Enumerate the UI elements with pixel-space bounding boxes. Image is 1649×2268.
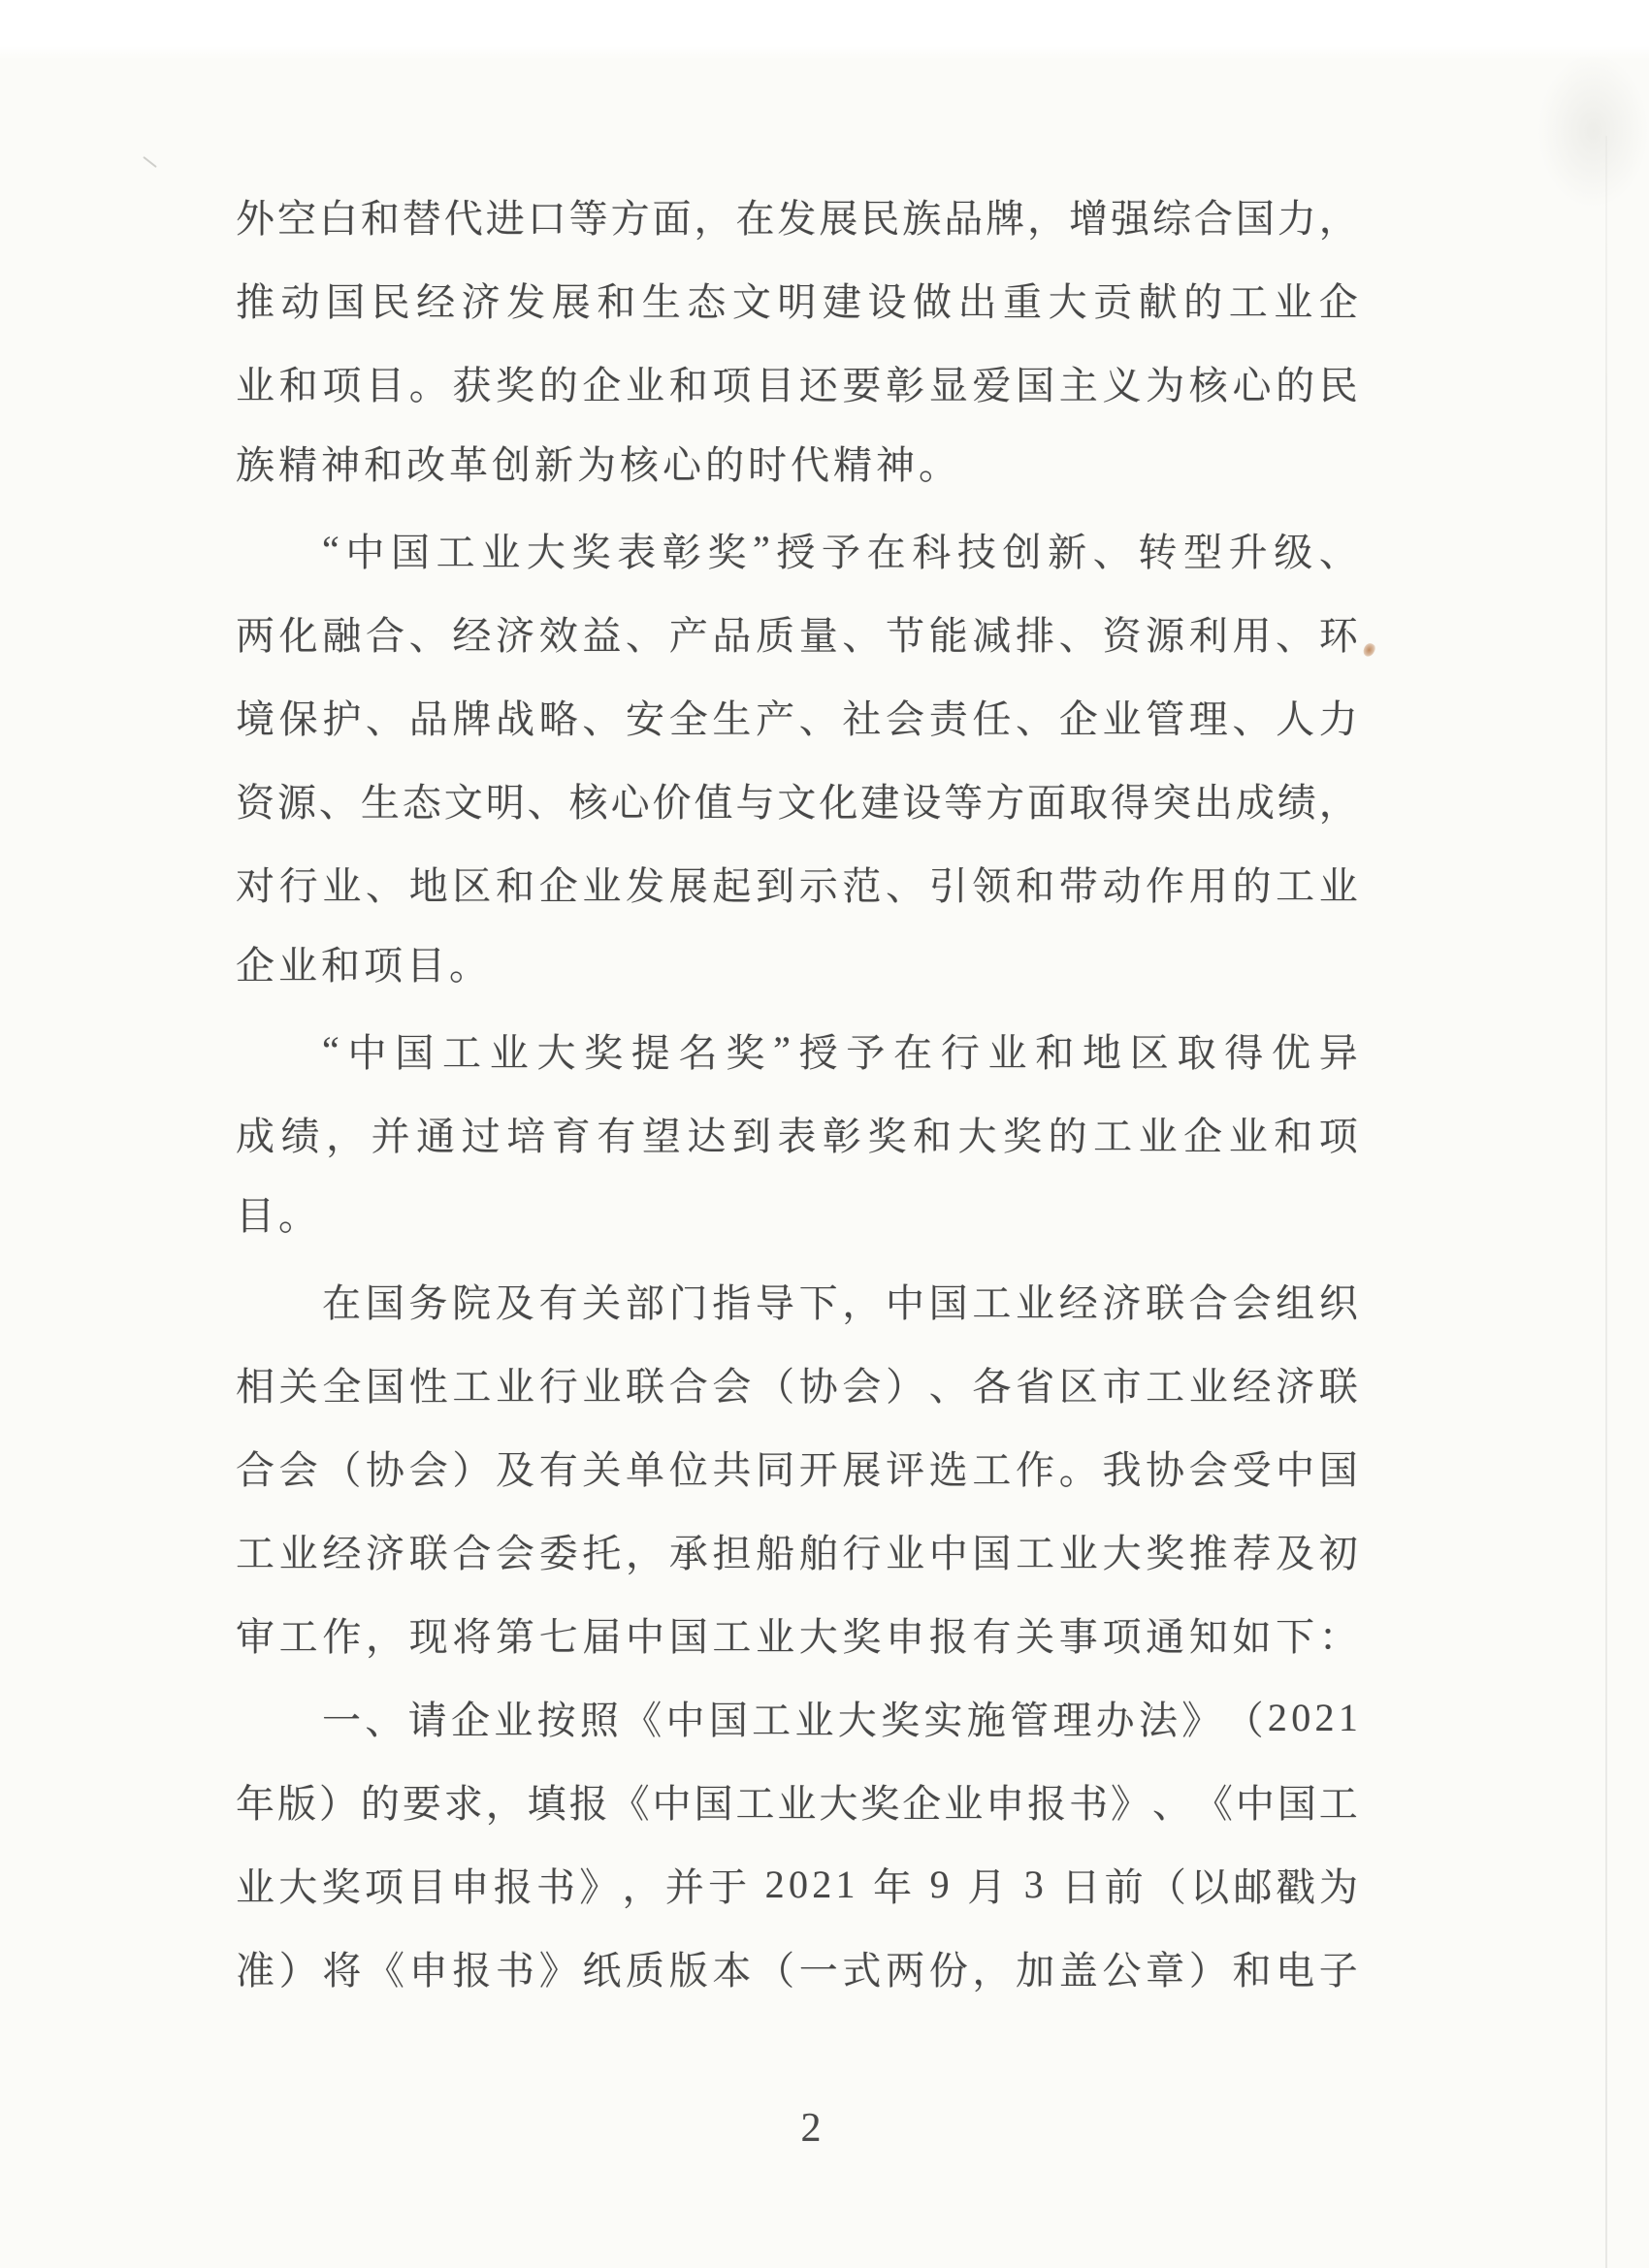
text-line: 审 工 作 ， 现 将 第 七 届 中 国 工 业 大 奖 申 报 有 关 事 项 通 知 如 下 ： xyxy=(236,1614,1358,1659)
text-line: 推 动 国 民 经 济 发 展 和 生 态 文 明 建 设 做 出 重 大 贡 献 的 工 业 企 xyxy=(236,279,1358,324)
text-line: 在 国 务 院 及 有 关 部 门 指 导 下 ， 中 国 工 业 经 济 联 合 会 组 织 xyxy=(322,1280,1358,1325)
text-line: 准 ） 将 《 申 报 书 》 纸 质 版 本 （ 一 式 两 份 ， 加 盖 公 章 ） 和 电 子 xyxy=(236,1948,1358,1993)
text-line: 目。 xyxy=(236,1194,321,1238)
text-line: “ 中 国 工 业 大 奖 提 名 奖 ” 授 予 在 行 业 和 地 区 取 得 优 异 xyxy=(322,1027,1358,1075)
text-line: 成 绩 ， 并 通 过 培 育 有 望 达 到 表 彰 奖 和 大 奖 的 工 业 企 业 和 项 xyxy=(236,1114,1358,1158)
text-line: 合 会 （ 协 会 ） 及 有 关 单 位 共 同 开 展 评 选 工 作 。 我 协 会 受 中 国 xyxy=(236,1447,1358,1492)
page-number: 2 xyxy=(800,2106,822,2151)
scan-corner-smudge xyxy=(1537,53,1649,209)
text-line: 业 大 奖 项 目 申 报 书 》 ， 并 于 2 0 2 1 年 9 月 3 日 前 （ 以 邮 戳 为 xyxy=(236,1862,1358,1909)
text-line: 相 关 全 国 性 工 业 行 业 联 合 会 （ 协 会 ） 、 各 省 区 市 工 业 经 济 联 xyxy=(236,1364,1358,1409)
text-line: 企业和项目。 xyxy=(236,944,492,988)
scan-artifact-speck xyxy=(1362,641,1377,658)
text-line: 资 源 、 生 态 文 明 、 核 心 价 值 与 文 化 建 设 等 方 面 取 得 突 出 成 绩 ， xyxy=(236,780,1358,825)
text-line: 一 、 请 企 业 按 照 《 中 国 工 业 大 奖 实 施 管 理 办 法 》 （ 2 0 2 1 xyxy=(322,1695,1358,1742)
text-line: 两 化 融 合 、 经 济 效 益 、 产 品 质 量 、 节 能 减 排 、 资 源 利 用 、 环 xyxy=(236,613,1358,658)
text-line: 境 保 护 、 品 牌 战 略 、 安 全 生 产 、 社 会 责 任 、 企 业 管 理 、 人 力 xyxy=(236,697,1358,741)
text-line: 业 和 项 目 。 获 奖 的 企 业 和 项 目 还 要 彰 显 爱 国 主 义 为 核 心 的 民 xyxy=(236,363,1358,407)
text-line: 对 行 业 、 地 区 和 企 业 发 展 起 到 示 范 、 引 领 和 带 动 作 用 的 工 业 xyxy=(236,863,1358,908)
text-line: 外 空 白 和 替 代 进 口 等 方 面 ， 在 发 展 民 族 品 牌 ， 增 强 综 合 国 力 ， xyxy=(236,196,1358,241)
scan-top-strip xyxy=(0,0,1649,60)
scan-edge-shadow xyxy=(1605,136,1607,2268)
text-line: “ 中 国 工 业 大 奖 表 彰 奖 ” 授 予 在 科 技 创 新 、 转 型 升 级 、 xyxy=(322,527,1358,574)
text-line: 工 业 经 济 联 合 会 委 托 ， 承 担 船 舶 行 业 中 国 工 业 大 奖 推 荐 及 初 xyxy=(236,1531,1358,1575)
document-body xyxy=(236,174,1358,2009)
text-line: 年 版 ） 的 要 求 ， 填 报 《 中 国 工 业 大 奖 企 业 申 报 书 》 、 《 中 国 工 xyxy=(236,1781,1358,1826)
scan-artifact-scratch xyxy=(143,156,157,168)
text-line: 族精神和改革创新为核心的时代精神。 xyxy=(236,443,961,487)
